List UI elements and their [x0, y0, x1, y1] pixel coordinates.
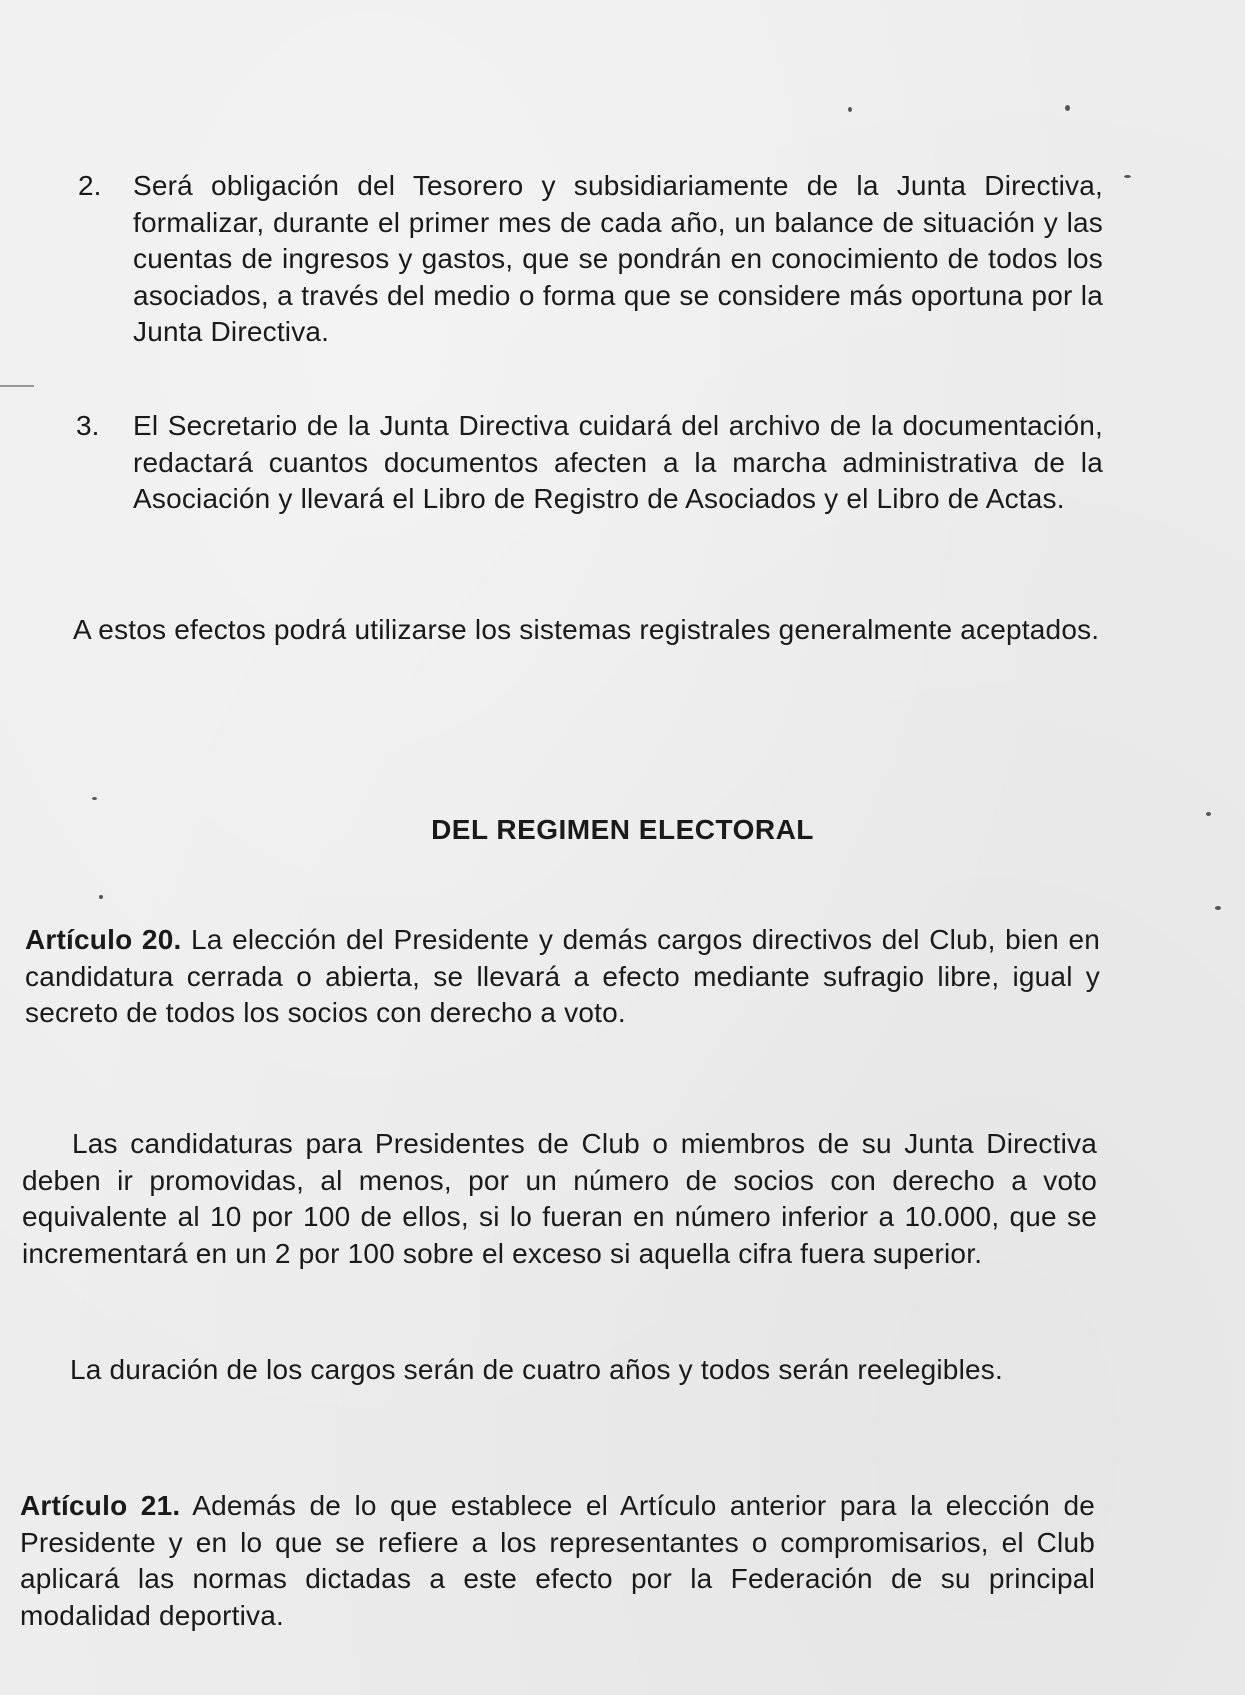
section-heading: DEL REGIMEN ELECTORAL	[431, 814, 814, 845]
scan-speck	[1124, 175, 1131, 178]
article-21-label: Artículo 21.	[20, 1490, 181, 1521]
scan-speck	[1206, 812, 1211, 816]
scan-speck	[92, 797, 97, 800]
scan-speck	[1065, 105, 1070, 111]
paragraph-duracion: La duración de los cargos serán de cuatro años y todos serán reelegibles.	[70, 1354, 1003, 1385]
item-2-number: 2.	[78, 170, 102, 201]
article-20-text: La elección del Presidente y demás cargos directivos del Club, bien en candidatura cerrada o abierta, se llevará a efecto mediante sufragio libre, igual y secreto de todos los socios con derecho a voto.	[25, 924, 1100, 1028]
scan-speck	[0, 385, 34, 387]
article-21-paragraph	[20, 1488, 1095, 1634]
paragraph-candidaturas: Las candidaturas para Presidentes de Club o miembros de su Junta Directiva deben ir promovidas, al menos, por un número de socios con derecho a voto equivalente al 10 por 100 de ellos, si lo fueran en número inferior a 10.000, que se incrementará en un 2 por 100 sobre el exceso si aquella cifra fuera superior.	[22, 1128, 1097, 1269]
item-3-number: 3.	[76, 410, 100, 441]
article-20-paragraph	[25, 922, 1100, 1032]
article-20-label: Artículo 20.	[25, 924, 182, 955]
item-3-text: El Secretario de la Junta Directiva cuidará del archivo de la documentación, redactará cuantos documentos afecten a la marcha administrativa de la Asociación y llevará el Libro de Registro de Asociados y el Libro de Actas.	[133, 410, 1103, 514]
paragraph-effects: A estos efectos podrá utilizarse los sistemas registrales generalmente aceptados.	[73, 614, 1100, 645]
scan-speck	[99, 895, 103, 899]
scan-speck	[1215, 906, 1221, 910]
scan-speck	[848, 107, 852, 112]
item-2-text: Será obligación del Tesorero y subsidiariamente de la Junta Directiva, formalizar, durante el primer mes de cada año, un balance de situación y las cuentas de ingresos y gastos, que se pondrán en conocimiento de todos los asociados, a través del medio o forma que se considere más oportuna por la Junta Directiva.	[133, 170, 1103, 347]
article-21-text: Además de lo que establece el Artículo anterior para la elección de Presidente y en lo que se refiere a los representantes o compromisarios, el Club aplicará las normas dictadas a este efecto por la Federación de su principal modalidad deportiva.	[20, 1490, 1095, 1631]
